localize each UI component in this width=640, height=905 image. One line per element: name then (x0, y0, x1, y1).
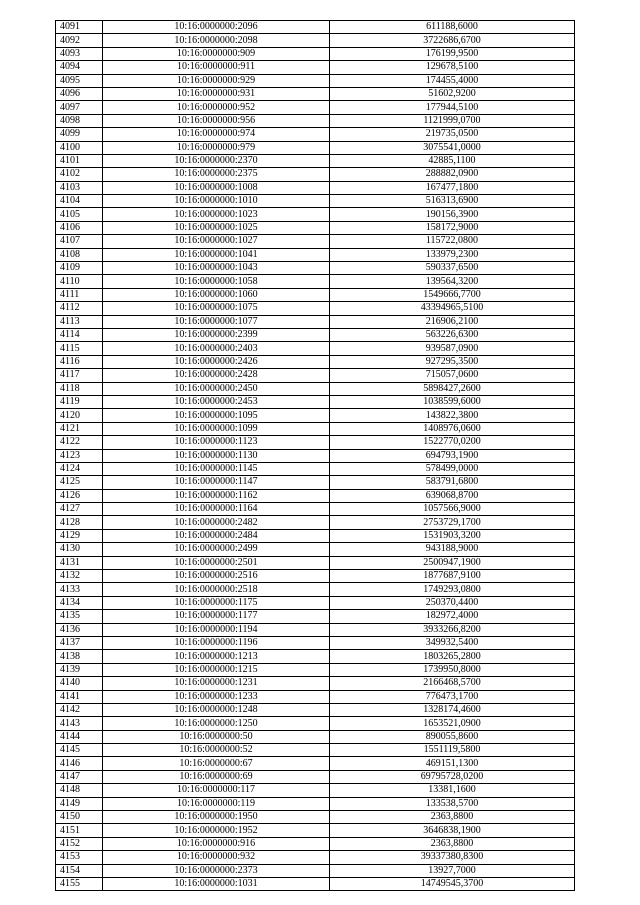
row-number-cell: 4150 (56, 811, 103, 824)
row-number-cell: 4127 (56, 503, 103, 516)
value-cell: 129678,5100 (330, 61, 575, 74)
row-number-cell: 4142 (56, 703, 103, 716)
value-cell: 1803265,2800 (330, 650, 575, 663)
table-row (56, 275, 575, 288)
row-number-cell: 4133 (56, 583, 103, 596)
cadastral-number-cell: 10:16:0000000:2499 (103, 543, 330, 556)
value-cell: 139564,3200 (330, 275, 575, 288)
row-number-cell: 4131 (56, 556, 103, 569)
table-row (56, 570, 575, 583)
table-row (56, 851, 575, 864)
cadastral-number-cell: 10:16:0000000:1025 (103, 221, 330, 234)
row-number-cell: 4100 (56, 141, 103, 154)
cadastral-number-cell: 10:16:0000000:2399 (103, 328, 330, 341)
row-number-cell: 4092 (56, 34, 103, 47)
table-row (56, 730, 575, 743)
table-row (56, 503, 575, 516)
cadastral-number-cell: 10:16:0000000:1213 (103, 650, 330, 663)
row-number-cell: 4116 (56, 355, 103, 368)
table-row (56, 784, 575, 797)
row-number-cell: 4114 (56, 328, 103, 341)
value-cell: 2363,8800 (330, 811, 575, 824)
cadastral-number-cell: 10:16:0000000:2375 (103, 168, 330, 181)
value-cell: 219735,0500 (330, 128, 575, 141)
table-row (56, 556, 575, 569)
value-cell: 1551119,5800 (330, 744, 575, 757)
value-cell: 639068,8700 (330, 489, 575, 502)
value-cell: 2166468,5700 (330, 677, 575, 690)
value-cell: 1549666,7700 (330, 288, 575, 301)
table-row (56, 489, 575, 502)
table-row (56, 168, 575, 181)
table-row (56, 21, 575, 34)
table-row (56, 114, 575, 127)
value-cell: 1531903,3200 (330, 529, 575, 542)
cadastral-number-cell: 10:16:0000000:2096 (103, 21, 330, 34)
value-cell: 349932,5400 (330, 636, 575, 649)
table-row (56, 757, 575, 770)
row-number-cell: 4093 (56, 47, 103, 60)
row-number-cell: 4137 (56, 636, 103, 649)
table-row (56, 462, 575, 475)
row-number-cell: 4120 (56, 409, 103, 422)
row-number-cell: 4103 (56, 181, 103, 194)
table-row (56, 208, 575, 221)
cadastral-number-cell: 10:16:0000000:1147 (103, 476, 330, 489)
table-row (56, 101, 575, 114)
table-row (56, 797, 575, 810)
cadastral-number-cell: 10:16:0000000:929 (103, 74, 330, 87)
value-cell: 1739950,8000 (330, 663, 575, 676)
cadastral-number-cell: 10:16:0000000:2373 (103, 864, 330, 877)
row-number-cell: 4095 (56, 74, 103, 87)
row-number-cell: 4140 (56, 677, 103, 690)
row-number-cell: 4144 (56, 730, 103, 743)
value-cell: 177944,5100 (330, 101, 575, 114)
table-row (56, 409, 575, 422)
cadastral-number-cell: 10:16:0000000:952 (103, 101, 330, 114)
value-cell: 133538,5700 (330, 797, 575, 810)
row-number-cell: 4099 (56, 128, 103, 141)
row-number-cell: 4147 (56, 770, 103, 783)
cadastral-number-cell: 10:16:0000000:1077 (103, 315, 330, 328)
row-number-cell: 4139 (56, 663, 103, 676)
value-cell: 1877687,9100 (330, 570, 575, 583)
value-cell: 943188,9000 (330, 543, 575, 556)
table-row (56, 636, 575, 649)
value-cell: 1749293,0800 (330, 583, 575, 596)
cadastral-number-cell: 10:16:0000000:2501 (103, 556, 330, 569)
value-cell: 469151,1300 (330, 757, 575, 770)
row-number-cell: 4113 (56, 315, 103, 328)
row-number-cell: 4117 (56, 369, 103, 382)
table-row (56, 328, 575, 341)
cadastral-number-cell: 10:16:0000000:1058 (103, 275, 330, 288)
cadastral-number-cell: 10:16:0000000:1175 (103, 596, 330, 609)
table-row (56, 610, 575, 623)
row-number-cell: 4104 (56, 195, 103, 208)
table-row (56, 61, 575, 74)
table-row (56, 315, 575, 328)
cadastral-number-cell: 10:16:0000000:1950 (103, 811, 330, 824)
value-cell: 927295,3500 (330, 355, 575, 368)
row-number-cell: 4143 (56, 717, 103, 730)
cadastral-number-cell: 10:16:0000000:2453 (103, 395, 330, 408)
row-number-cell: 4107 (56, 235, 103, 248)
value-cell: 1038599,6000 (330, 395, 575, 408)
data-table (55, 20, 575, 891)
value-cell: 250370,4400 (330, 596, 575, 609)
table-row (56, 744, 575, 757)
cadastral-number-cell: 10:16:0000000:2484 (103, 529, 330, 542)
cadastral-number-cell: 10:16:0000000:1027 (103, 235, 330, 248)
cadastral-number-cell: 10:16:0000000:2426 (103, 355, 330, 368)
cadastral-number-cell: 10:16:0000000:1095 (103, 409, 330, 422)
row-number-cell: 4098 (56, 114, 103, 127)
row-number-cell: 4151 (56, 824, 103, 837)
value-cell: 583791,6800 (330, 476, 575, 489)
cadastral-number-cell: 10:16:0000000:916 (103, 837, 330, 850)
table-row (56, 449, 575, 462)
table-row (56, 235, 575, 248)
value-cell: 5898427,2600 (330, 382, 575, 395)
row-number-cell: 4111 (56, 288, 103, 301)
cadastral-number-cell: 10:16:0000000:2370 (103, 154, 330, 167)
cadastral-number-cell: 10:16:0000000:956 (103, 114, 330, 127)
value-cell: 939587,0900 (330, 342, 575, 355)
value-cell: 176199,9500 (330, 47, 575, 60)
row-number-cell: 4126 (56, 489, 103, 502)
cadastral-number-cell: 10:16:0000000:1043 (103, 262, 330, 275)
cadastral-number-cell: 10:16:0000000:1075 (103, 302, 330, 315)
row-number-cell: 4134 (56, 596, 103, 609)
cadastral-number-cell: 10:16:0000000:979 (103, 141, 330, 154)
table-row (56, 181, 575, 194)
table-row (56, 221, 575, 234)
table-row (56, 690, 575, 703)
table-row (56, 824, 575, 837)
table-row (56, 288, 575, 301)
row-number-cell: 4124 (56, 462, 103, 475)
value-cell: 694793,1900 (330, 449, 575, 462)
row-number-cell: 4145 (56, 744, 103, 757)
row-number-cell: 4148 (56, 784, 103, 797)
cadastral-number-cell: 10:16:0000000:1250 (103, 717, 330, 730)
table-row (56, 342, 575, 355)
cadastral-number-cell: 10:16:0000000:1164 (103, 503, 330, 516)
cadastral-number-cell: 10:16:0000000:1233 (103, 690, 330, 703)
table-row (56, 864, 575, 877)
row-number-cell: 4121 (56, 422, 103, 435)
cadastral-number-cell: 10:16:0000000:1248 (103, 703, 330, 716)
value-cell: 1522770,0200 (330, 436, 575, 449)
value-cell: 2753729,1700 (330, 516, 575, 529)
row-number-cell: 4155 (56, 878, 103, 891)
value-cell: 516313,6900 (330, 195, 575, 208)
row-number-cell: 4101 (56, 154, 103, 167)
table-row (56, 703, 575, 716)
cadastral-number-cell: 10:16:0000000:1130 (103, 449, 330, 462)
table-row (56, 262, 575, 275)
value-cell: 2363,8800 (330, 837, 575, 850)
row-number-cell: 4091 (56, 21, 103, 34)
value-cell: 288882,0900 (330, 168, 575, 181)
row-number-cell: 4138 (56, 650, 103, 663)
cadastral-number-cell: 10:16:0000000:1231 (103, 677, 330, 690)
value-cell: 715057,0600 (330, 369, 575, 382)
table-row (56, 543, 575, 556)
table-row (56, 878, 575, 891)
table-row (56, 583, 575, 596)
value-cell: 216906,2100 (330, 315, 575, 328)
cadastral-number-cell: 10:16:0000000:911 (103, 61, 330, 74)
table-row (56, 47, 575, 60)
value-cell: 43394965,5100 (330, 302, 575, 315)
cadastral-number-cell: 10:16:0000000:1099 (103, 422, 330, 435)
value-cell: 890055,8600 (330, 730, 575, 743)
value-cell: 3933266,8200 (330, 623, 575, 636)
cadastral-number-cell: 10:16:0000000:2428 (103, 369, 330, 382)
row-number-cell: 4152 (56, 837, 103, 850)
row-number-cell: 4102 (56, 168, 103, 181)
row-number-cell: 4136 (56, 623, 103, 636)
table-row (56, 663, 575, 676)
value-cell: 190156,3900 (330, 208, 575, 221)
value-cell: 182972,4000 (330, 610, 575, 623)
cadastral-number-cell: 10:16:0000000:1041 (103, 248, 330, 261)
row-number-cell: 4146 (56, 757, 103, 770)
value-cell: 39337380,8300 (330, 851, 575, 864)
row-number-cell: 4118 (56, 382, 103, 395)
table-row (56, 516, 575, 529)
row-number-cell: 4110 (56, 275, 103, 288)
cadastral-number-cell: 10:16:0000000:69 (103, 770, 330, 783)
row-number-cell: 4153 (56, 851, 103, 864)
row-number-cell: 4096 (56, 87, 103, 100)
cadastral-number-cell: 10:16:0000000:1060 (103, 288, 330, 301)
value-cell: 115722,0800 (330, 235, 575, 248)
value-cell: 776473,1700 (330, 690, 575, 703)
value-cell: 13927,7000 (330, 864, 575, 877)
value-cell: 1057566,9000 (330, 503, 575, 516)
value-cell: 3075541,0000 (330, 141, 575, 154)
table-row (56, 650, 575, 663)
table-row (56, 436, 575, 449)
cadastral-number-cell: 10:16:0000000:1194 (103, 623, 330, 636)
cadastral-number-cell: 10:16:0000000:909 (103, 47, 330, 60)
value-cell: 69795728,0200 (330, 770, 575, 783)
table-row (56, 34, 575, 47)
value-cell: 174455,4000 (330, 74, 575, 87)
value-cell: 611188,6000 (330, 21, 575, 34)
row-number-cell: 4154 (56, 864, 103, 877)
cadastral-number-cell: 10:16:0000000:2482 (103, 516, 330, 529)
value-cell: 563226,6300 (330, 328, 575, 341)
table-row (56, 811, 575, 824)
table-body (56, 21, 575, 891)
value-cell: 2500947,1900 (330, 556, 575, 569)
table-row (56, 369, 575, 382)
row-number-cell: 4129 (56, 529, 103, 542)
value-cell: 1408976,0600 (330, 422, 575, 435)
table-row (56, 87, 575, 100)
table-row (56, 717, 575, 730)
value-cell: 3646838,1900 (330, 824, 575, 837)
row-number-cell: 4094 (56, 61, 103, 74)
row-number-cell: 4123 (56, 449, 103, 462)
row-number-cell: 4125 (56, 476, 103, 489)
table-row (56, 248, 575, 261)
cadastral-number-cell: 10:16:0000000:2098 (103, 34, 330, 47)
table-row (56, 476, 575, 489)
value-cell: 13381,1600 (330, 784, 575, 797)
cadastral-number-cell: 10:16:0000000:1008 (103, 181, 330, 194)
table-row (56, 154, 575, 167)
cadastral-number-cell: 10:16:0000000:2403 (103, 342, 330, 355)
table-row (56, 74, 575, 87)
row-number-cell: 4132 (56, 570, 103, 583)
cadastral-number-cell: 10:16:0000000:1031 (103, 878, 330, 891)
value-cell: 143822,3800 (330, 409, 575, 422)
cadastral-number-cell: 10:16:0000000:52 (103, 744, 330, 757)
cadastral-number-cell: 10:16:0000000:1177 (103, 610, 330, 623)
row-number-cell: 4108 (56, 248, 103, 261)
table-row (56, 623, 575, 636)
table-row (56, 677, 575, 690)
cadastral-number-cell: 10:16:0000000:932 (103, 851, 330, 864)
cadastral-number-cell: 10:16:0000000:2450 (103, 382, 330, 395)
value-cell: 51602,9200 (330, 87, 575, 100)
table-row (56, 141, 575, 154)
table-row (56, 770, 575, 783)
row-number-cell: 4135 (56, 610, 103, 623)
cadastral-number-cell: 10:16:0000000:1215 (103, 663, 330, 676)
value-cell: 1653521,0900 (330, 717, 575, 730)
table-row (56, 128, 575, 141)
value-cell: 167477,1800 (330, 181, 575, 194)
row-number-cell: 4097 (56, 101, 103, 114)
table-row (56, 195, 575, 208)
cadastral-number-cell: 10:16:0000000:2516 (103, 570, 330, 583)
table-row (56, 382, 575, 395)
cadastral-number-cell: 10:16:0000000:50 (103, 730, 330, 743)
cadastral-number-cell: 10:16:0000000:1123 (103, 436, 330, 449)
value-cell: 3722686,6700 (330, 34, 575, 47)
row-number-cell: 4105 (56, 208, 103, 221)
table-row (56, 837, 575, 850)
row-number-cell: 4130 (56, 543, 103, 556)
cadastral-number-cell: 10:16:0000000:1023 (103, 208, 330, 221)
table-row (56, 355, 575, 368)
value-cell: 1121999,0700 (330, 114, 575, 127)
cadastral-number-cell: 10:16:0000000:1952 (103, 824, 330, 837)
cadastral-number-cell: 10:16:0000000:117 (103, 784, 330, 797)
table-row (56, 529, 575, 542)
value-cell: 133979,2300 (330, 248, 575, 261)
cadastral-number-cell: 10:16:0000000:1010 (103, 195, 330, 208)
value-cell: 42885,1100 (330, 154, 575, 167)
row-number-cell: 4128 (56, 516, 103, 529)
row-number-cell: 4149 (56, 797, 103, 810)
value-cell: 158172,9000 (330, 221, 575, 234)
row-number-cell: 4115 (56, 342, 103, 355)
table-row (56, 596, 575, 609)
row-number-cell: 4109 (56, 262, 103, 275)
table-row (56, 395, 575, 408)
cadastral-number-cell: 10:16:0000000:1196 (103, 636, 330, 649)
row-number-cell: 4112 (56, 302, 103, 315)
row-number-cell: 4106 (56, 221, 103, 234)
cadastral-number-cell: 10:16:0000000:119 (103, 797, 330, 810)
value-cell: 14749545,3700 (330, 878, 575, 891)
row-number-cell: 4119 (56, 395, 103, 408)
table-row (56, 302, 575, 315)
cadastral-number-cell: 10:16:0000000:931 (103, 87, 330, 100)
value-cell: 590337,6500 (330, 262, 575, 275)
value-cell: 578499,0000 (330, 462, 575, 475)
table-row (56, 422, 575, 435)
row-number-cell: 4141 (56, 690, 103, 703)
cadastral-number-cell: 10:16:0000000:67 (103, 757, 330, 770)
cadastral-number-cell: 10:16:0000000:1145 (103, 462, 330, 475)
cadastral-number-cell: 10:16:0000000:974 (103, 128, 330, 141)
value-cell: 1328174,4600 (330, 703, 575, 716)
cadastral-number-cell: 10:16:0000000:1162 (103, 489, 330, 502)
row-number-cell: 4122 (56, 436, 103, 449)
cadastral-number-cell: 10:16:0000000:2518 (103, 583, 330, 596)
